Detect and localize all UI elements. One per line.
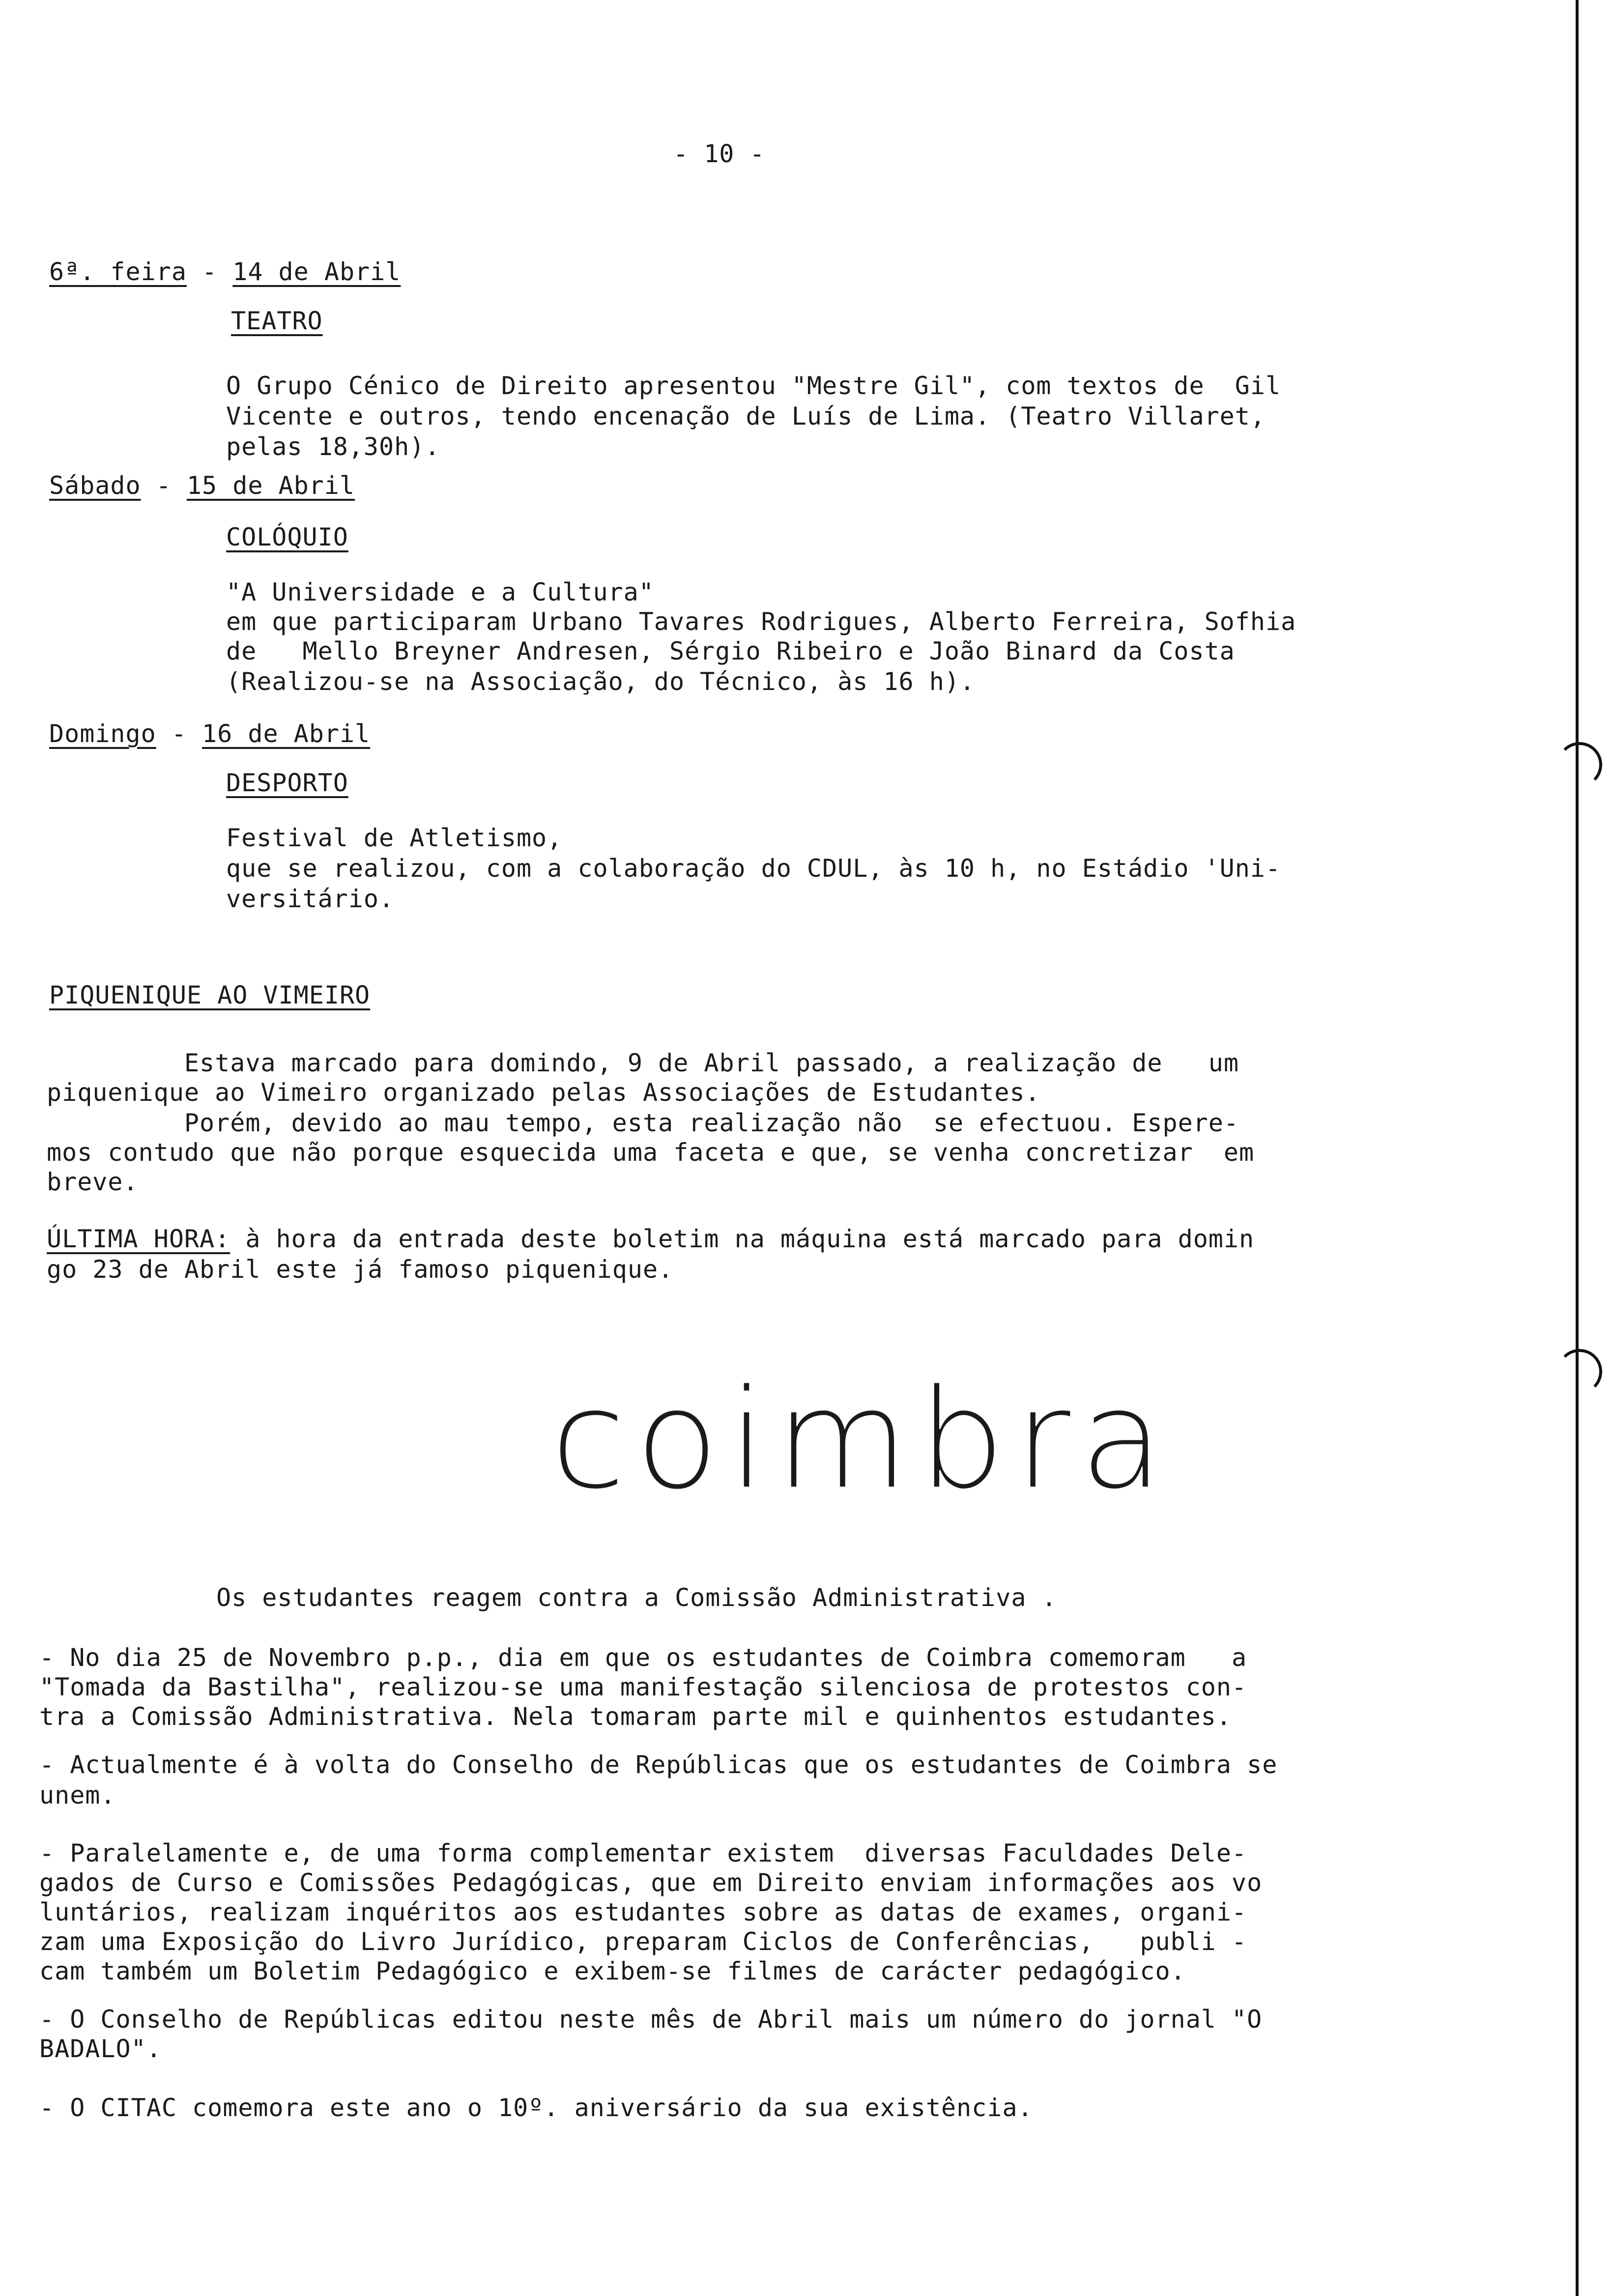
text-line: de Mello Breyner Andresen, Sérgio Ribeiro e João Binard da Costa [226, 637, 1235, 665]
text-line: versitário. [226, 885, 395, 913]
text-line: - O Conselho de Repúblicas editou neste mês de Abril mais um número do jornal "O [39, 2005, 1263, 2034]
text-line: piquenique ao Vimeiro organizado pelas Associações de Estudantes. [47, 1078, 1040, 1107]
page-number: - 10 - [673, 140, 765, 168]
category-label: DESPORTO [226, 769, 348, 797]
text-line: zam uma Exposição do Livro Jurídico, preparam Ciclos de Conferências, publi - [39, 1927, 1247, 1956]
text-line: "A Universidade e a Cultura" [226, 578, 654, 606]
text-line: que se realizou, com a colaboração do CDUL, às 10 h, no Estádio 'Uni- [226, 854, 1281, 883]
text-line: breve. [47, 1168, 139, 1196]
text-line: Vicente e outros, tendo encenação de Luís de Lima. (Teatro Villaret, [226, 402, 1266, 430]
text-line: - O CITAC comemora este ano o 10º. aniversário da sua existência. [39, 2094, 1033, 2122]
text-line: go 23 de Abril este já famoso piquenique. [47, 1255, 674, 1284]
section-heading: PIQUENIQUE AO VIMEIRO [49, 981, 371, 1009]
section-subtitle: Os estudantes reagem contra a Comissão Administrativa . [216, 1583, 1057, 1612]
text-line: - Paralelamente e, de uma forma complementar existem diversas Faculdades Dele- [39, 1839, 1247, 1867]
text-line: mos contudo que não porque esquecida uma faceta e que, se venha concretizar em [47, 1138, 1255, 1167]
day-heading: 6ª. feira - 14 de Abril [49, 258, 401, 286]
text-line: Estava marcado para domindo, 9 de Abril passado, a realização de um [47, 1049, 1239, 1077]
text-line: BADALO". [39, 2035, 162, 2063]
category-label: TEATRO [231, 307, 323, 335]
text-line: O Grupo Cénico de Direito apresentou "Mestre Gil", com textos de Gil [226, 372, 1281, 400]
text-line: cam também um Boletim Pedagógico e exibem-se filmes de carácter pedagógico. [39, 1957, 1186, 1985]
day-heading: Domingo - 16 de Abril [49, 719, 371, 748]
text-line: - No dia 25 de Novembro p.p., dia em que os estudantes de Coimbra comemoram a [39, 1643, 1247, 1672]
right-margin-rule [1576, 0, 1579, 2296]
text-line: luntários, realizam inquéritos aos estudantes sobre as datas de exames, organi- [39, 1898, 1247, 1926]
text-line: pelas 18,30h). [226, 432, 440, 461]
binding-mark [1557, 1349, 1602, 1394]
last-hour-line: ÚLTIMA HORA: à hora da entrada deste boletim na máquina está marcado para domin [47, 1225, 1255, 1253]
text-line: em que participaram Urbano Tavares Rodrigues, Alberto Ferreira, Sofhia [226, 607, 1296, 636]
text-line: unem. [39, 1781, 116, 1809]
text-line: Festival de Atletismo, [226, 824, 563, 852]
day-heading: Sábado - 15 de Abril [49, 471, 355, 500]
coimbra-logo: coimbra [550, 1360, 1173, 1520]
text-line: "Tomada da Bastilha", realizou-se uma manifestação silenciosa de protestos con- [39, 1673, 1247, 1701]
text-line: Porém, devido ao mau tempo, esta realização não se efectuou. Espere- [47, 1109, 1239, 1137]
last-hour-label: ÚLTIMA HORA: [47, 1225, 230, 1253]
text-line: tra a Comissão Administrativa. Nela tomaram parte mil e quinhentos estudantes. [39, 1702, 1232, 1731]
text-line: gados de Curso e Comissões Pedagógicas, que em Direito enviam informações aos vo [39, 1868, 1263, 1897]
text-line: (Realizou-se na Associação, do Técnico, às 16 h). [226, 667, 976, 696]
text-line: - Actualmente é à volta do Conselho de Repúblicas que os estudantes de Coimbra se [39, 1751, 1278, 1779]
category-label: COLÓQUIO [226, 523, 348, 551]
binding-mark [1557, 742, 1602, 787]
